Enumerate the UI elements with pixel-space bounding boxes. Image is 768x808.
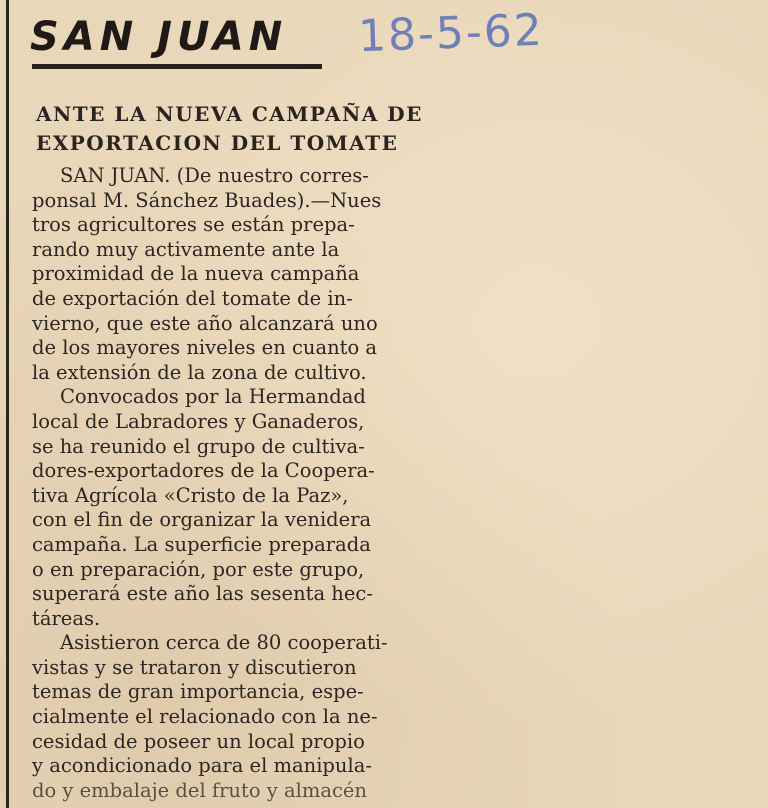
body-line: Asistieron cerca de 80 cooperati-: [60, 631, 388, 655]
column-rule: [6, 0, 9, 808]
body-line: tros agricultores se están prepa-: [32, 213, 355, 237]
body-line: vistas y se trataron y discutieron: [32, 655, 357, 679]
body-line: Convocados por la Hermandad: [60, 385, 366, 409]
headline-line: ANTE LA NUEVA CAMPAÑA DE: [36, 102, 423, 126]
article-headline: [36, 100, 488, 158]
body-line: ponsal M. Sánchez Buades).—Nues: [32, 188, 382, 212]
section-title-underline: [32, 64, 322, 69]
body-line: local de Labradores y Ganaderos,: [32, 409, 365, 433]
handwritten-date: 18-5-62: [357, 4, 545, 63]
body-line: de los mayores niveles en cuanto a: [32, 336, 378, 360]
body-line: dores-exportadores de la Coopera-: [32, 459, 375, 483]
body-line: la extensión de la zona de cultivo.: [32, 360, 367, 384]
body-line: proximidad de la nueva campaña: [32, 262, 360, 286]
body-line: cialmente el relacionado con la ne-: [32, 705, 378, 729]
body-line: vierno, que este año alcanzará uno: [32, 311, 378, 335]
headline-line: EXPORTACION DEL TOMATE: [36, 131, 399, 155]
body-line: con el fin de organizar la venidera: [32, 508, 372, 532]
body-line: rando muy activamente ante la: [32, 237, 340, 261]
body-line: campaña. La superficie preparada: [32, 532, 371, 556]
body-line: cesidad de poseer un local propio: [32, 729, 365, 753]
body-line: do y embalaje del fruto y almacén: [32, 778, 367, 802]
section-title: SAN JUAN: [30, 14, 288, 60]
body-line: táreas.: [32, 606, 101, 630]
body-line: se ha reunido el grupo de cultiva-: [32, 434, 365, 458]
article-body: [32, 164, 492, 803]
body-line: temas de gran importancia, espe-: [32, 680, 364, 704]
body-line: y acondicionado para el manipula-: [32, 754, 372, 778]
body-line: SAN JUAN. (De nuestro corres-: [60, 164, 369, 187]
body-line: o en preparación, por este grupo,: [32, 557, 365, 581]
body-line: superará este año las sesenta hec-: [32, 582, 373, 606]
body-line: de exportación del tomate de in-: [32, 286, 353, 310]
body-line: tiva Agrícola «Cristo de la Paz»,: [32, 483, 349, 507]
